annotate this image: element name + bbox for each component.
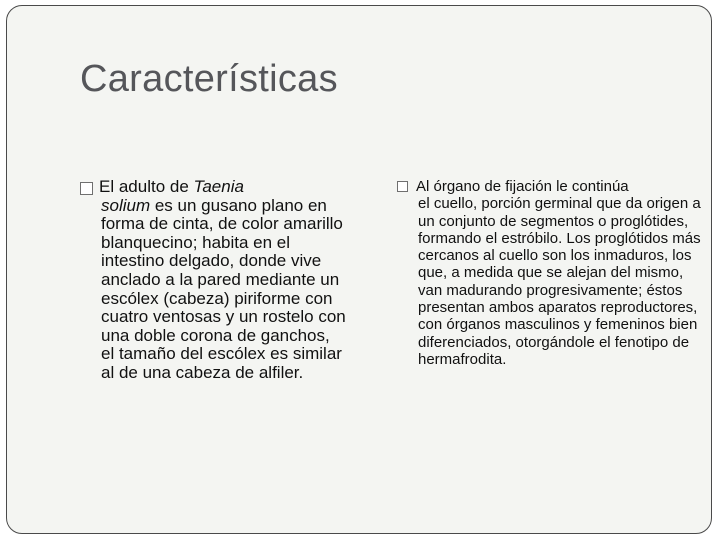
right-bullet-first-line xyxy=(397,178,709,195)
right-column xyxy=(397,178,709,368)
left-column xyxy=(80,178,350,383)
bullet-square-icon xyxy=(397,181,408,192)
left-bullet-first-line xyxy=(80,178,350,197)
bullet-square-icon xyxy=(80,182,93,195)
genus-name: Taenia xyxy=(193,177,244,196)
slide-title: Características xyxy=(80,58,338,100)
left-bullet-prefix: El adulto de xyxy=(99,177,194,196)
right-bullet-body: el cuello, porción germinal que da origen a un conjunto de segmentos o proglótides, formando el estróbilo. Los proglótidos más cercanos al cuello son los inmaduros, los que, a medida que se alejan del mismo, van madurando progresivamente; éstos presentan ambos aparatos reproductores, con órganos masculinos y femeninos bien diferenciados, otorgándole el fenotipo de hermafrodita. xyxy=(418,195,701,368)
species-name: solium xyxy=(101,195,151,215)
left-bullet-body xyxy=(101,197,347,383)
left-bullet-text: es un gusano plano en forma de cinta, de color amarillo blanquecino; habita en el intestino delgado, donde vive anclado a la pared mediante un escólex (cabeza) piriforme con cuatro ventosas y un rostelo con una doble corona de ganchos, el tamaño del escólex es similar al de una cabeza de alfiler. xyxy=(101,195,346,382)
right-bullet-lead: Al órgano de fijación le continúa xyxy=(416,178,629,195)
left-bullet-lead xyxy=(99,178,345,197)
